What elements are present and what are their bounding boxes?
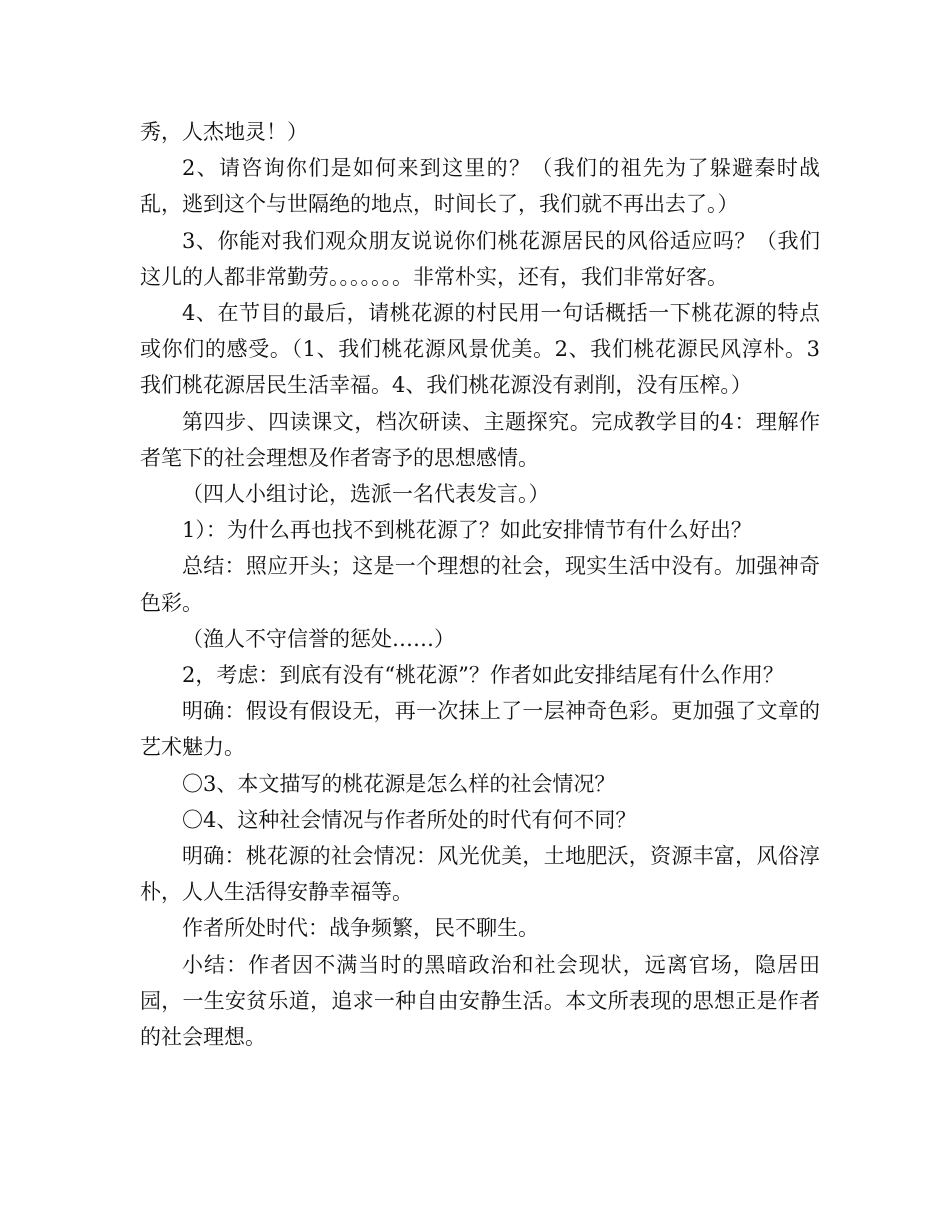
paragraph-16: 小结：作者因不满当时的黑暗政治和社会现状，远离官场，隐居田园，一生安贫乐道，追求一种自由安静生活。本文所表现的思想正是作者的社会理想。 xyxy=(140,952,820,1050)
paragraph-8: 总结：照应开头；这是一个理想的社会，现实生活中没有。加强神奇色彩。 xyxy=(140,554,820,615)
paragraph-5: 第四步、四读课文，档次研读、主题探究。完成教学目的4：理解作者笔下的社会理想及作者寄予的思想感情。 xyxy=(140,409,820,470)
paragraph-7: 1）：为什么再也找不到桃花源了？如此安排情节有什么好出？ xyxy=(182,518,752,543)
paragraph-10: 2，考虑：到底有没有“桃花源”？作者如此安排结尾有什么作用？ xyxy=(182,663,784,688)
paragraph-4: 4、在节目的最后，请桃花源的村民用一句话概括一下桃花源的特点或你们的感受。（1、我们桃花源风景优美。2、我们桃花源民风淳朴。3我们桃花源居民生活幸福。4、我们桃花源没有剥削，没有压榨。） xyxy=(140,301,820,398)
paragraph-9: （渔人不守信誉的惩处……） xyxy=(182,626,455,651)
paragraph-11: 明确：假设有假设无，再一次抹上了一层神奇色彩。更加强了文章的艺术魅力。 xyxy=(140,699,820,760)
paragraph-12: 〇3、本文描写的桃花源是怎么样的社会情况？ xyxy=(182,771,616,796)
paragraph-14: 明确：桃花源的社会情况：风光优美，土地肥沃，资源丰富，风俗淳朴，人人生活得安静幸福等。 xyxy=(140,844,820,905)
paragraph-2: 2、请咨询你们是如何来到这里的？（我们的祖先为了躲避秦时战乱，逃到这个与世隔绝的地点，时间长了，我们就不再出去了。） xyxy=(140,156,820,217)
paragraph-3: 3、你能对我们观众朋友说说你们桃花源居民的风俗适应吗？（我们这儿的人都非常勤劳。。。。。。。非常朴实，还有，我们非常好客。 xyxy=(140,228,820,289)
paragraph-1: 秀，人杰地灵！） xyxy=(140,120,308,144)
paragraph-13: 〇4、这种社会情况与作者所处的时代有何不同？ xyxy=(182,807,637,832)
paragraph-15: 作者所处时代：战争频繁，民不聊生。 xyxy=(182,916,539,941)
document-page xyxy=(140,114,820,1055)
paragraph-6: （四人小组讨论，选派一名代表发言。） xyxy=(182,482,550,507)
